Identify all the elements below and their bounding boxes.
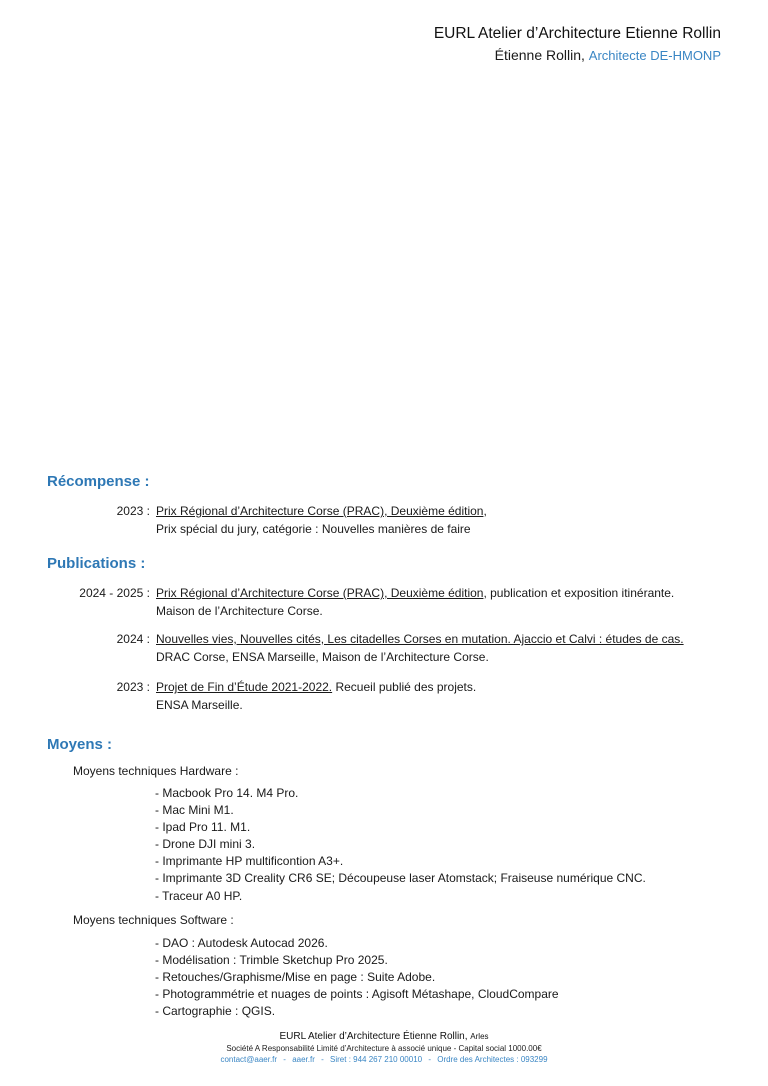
letterhead — [434, 24, 721, 65]
section-heading-publications: Publications : — [47, 555, 146, 572]
list-item: - Mac Mini M1. — [155, 803, 234, 818]
entry-title-suffix: , publication et exposition itinérante. — [483, 586, 675, 600]
architect-title: Architecte DE-HMONP — [588, 48, 721, 63]
entry-detail: DRAC Corse, ENSA Marseille, Maison de l’Architecture Corse. — [156, 650, 489, 664]
list-item: - Traceur A0 HP. — [155, 888, 243, 903]
list-item: - Imprimante 3D Creality CR6 SE; Découpeuse laser Atomstack; Fraiseuse numérique CNC. — [155, 871, 646, 886]
list-item: - Drone DJI mini 3. — [155, 837, 256, 852]
publication-entry — [116, 630, 684, 666]
architect-name: Étienne Rollin, — [494, 47, 585, 63]
software-label: Moyens techniques Software : — [73, 913, 234, 927]
software-list — [155, 935, 559, 1020]
list-item: - Photogrammétrie et nuages de points : Agisoft Métashape, CloudCompare — [155, 987, 559, 1002]
footer-ordre: Ordre des Architectes : 093299 — [437, 1055, 548, 1064]
footer-contacts — [0, 1055, 768, 1064]
entry-detail: Maison de l’Architecture Corse. — [156, 604, 323, 618]
entry-title-suffix: , — [483, 504, 487, 518]
list-item: - Macbook Pro 14. M4 Pro. — [155, 786, 299, 800]
footer-separator: - — [283, 1055, 286, 1064]
footer-city: Arles — [470, 1032, 489, 1041]
entry-title-link[interactable]: Projet de Fin d’Étude 2021-2022. — [156, 680, 333, 694]
entry-title-link[interactable]: Prix Régional d’Architecture Corse (PRAC), Deuxième édition — [156, 504, 484, 518]
publication-entry — [79, 584, 675, 620]
footer-separator: - — [321, 1055, 324, 1064]
publication-entry — [116, 678, 477, 714]
list-item: - Modélisation : Trimble Sketchup Pro 2025. — [155, 953, 388, 968]
entry-year: 2024 - 2025 : — [79, 586, 150, 600]
entry-year: 2024 : — [116, 632, 150, 646]
footer-company: EURL Atelier d’Architecture Étienne Rollin, — [279, 1031, 468, 1042]
footer-separator: - — [428, 1055, 431, 1064]
list-item: - DAO : Autodesk Autocad 2026. — [155, 936, 328, 950]
entry-year: 2023 : — [116, 504, 150, 518]
page-footer — [0, 1031, 768, 1064]
footer-site-link[interactable]: aaer.fr — [292, 1055, 315, 1064]
list-item: - Retouches/Graphisme/Mise en page : Suite Adobe. — [155, 970, 436, 985]
entry-title-link[interactable]: Nouvelles vies, Nouvelles cités, Les citadelles Corses en mutation. Ajaccio et Calvi : études de cas. — [156, 632, 684, 646]
section-heading-moyens: Moyens : — [47, 736, 113, 753]
section-heading-recompense: Récompense : — [47, 473, 150, 490]
award-entry — [116, 502, 487, 538]
entry-title-suffix: Recueil publié des projets. — [332, 680, 477, 694]
hardware-label: Moyens techniques Hardware : — [73, 764, 239, 778]
list-item: - Imprimante HP multificontion A3+. — [155, 854, 344, 869]
firm-name: EURL Atelier d’Architecture Etienne Rollin — [433, 25, 721, 42]
entry-detail: Prix spécial du jury, catégorie : Nouvelles manières de faire — [156, 522, 471, 536]
footer-company-line — [0, 1031, 768, 1042]
footer-legal: Société A Responsabilité Limité d’Architecture à associé unique - Capital social 1000.00€ — [226, 1044, 542, 1053]
hardware-list — [155, 785, 646, 905]
entry-detail: ENSA Marseille. — [156, 698, 243, 712]
footer-siret: Siret : 944 267 210 00010 — [330, 1055, 423, 1064]
entry-year: 2023 : — [116, 680, 150, 694]
footer-email-link[interactable]: contact@aaer.fr — [220, 1055, 278, 1064]
list-item: - Ipad Pro 11. M1. — [155, 820, 251, 835]
entry-title-link[interactable]: Prix Régional d’Architecture Corse (PRAC), Deuxième édition — [156, 586, 484, 600]
list-item: - Cartographie : QGIS. — [155, 1004, 276, 1019]
architect-line — [434, 46, 721, 65]
